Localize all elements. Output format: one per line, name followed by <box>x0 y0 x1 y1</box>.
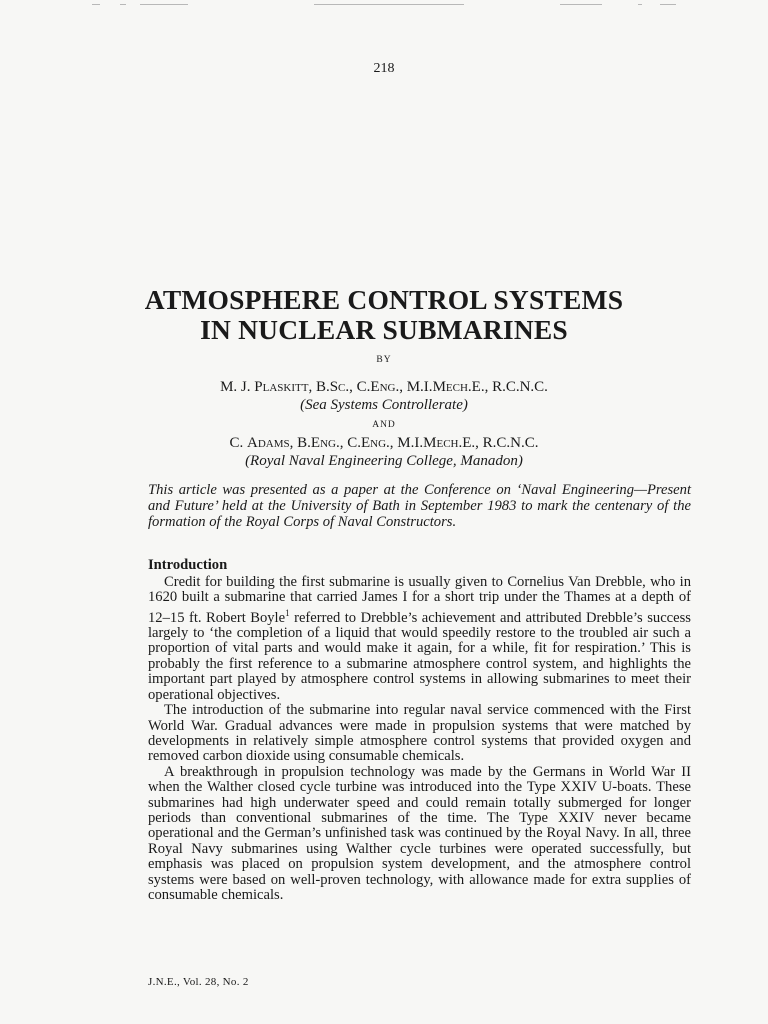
article-title <box>0 285 768 345</box>
author-2-eng-prefix: , C. <box>339 435 361 451</box>
paragraph-1-text-a: Credit for building the first submarine is usually given to Cornelius Van Drebble, who in 1620 built a submarine that carried James I for a short trip under the Thames at a depth of 12–15 ft. Robert Boyle <box>148 574 691 626</box>
author-1-eng: Eng. <box>370 379 400 395</box>
author-2-affiliation: (Royal Naval Engineering College, Manadon) <box>245 453 523 469</box>
scan-edge-mark <box>140 4 188 5</box>
paragraph-1 <box>148 575 691 703</box>
author-1-mech: Mech. <box>432 379 472 395</box>
author-2-degree-prefix: , B. <box>289 435 311 451</box>
body-text <box>148 575 691 903</box>
journal-footer: J.N.E., Vol. 28, No. 2 <box>148 976 249 988</box>
author-2-mech: Mech. <box>423 435 463 451</box>
page-number: 218 <box>373 61 395 76</box>
author-1-suffix: E., R.C.N.C. <box>471 379 548 395</box>
author-2-mech-prefix: , M.I. <box>389 435 424 451</box>
author-2-eng: Eng. <box>360 435 390 451</box>
scan-edge-mark <box>120 4 126 5</box>
scan-edge-mark <box>638 4 642 5</box>
author-2-suffix: E., R.C.N.C. <box>462 435 539 451</box>
paragraph-3: A breakthrough in propulsion technology was made by the Germans in World War II when the Walther closed cycle turbine was introduced into the Type XXIV U-boats. These submarines had high underwater speed and could remain totally submerged for longer periods than conventional submarines of the time. The Type XXIV never became operational and the German’s unfinished task was continued by the Royal Navy. In all, three Royal Navy submarines using Walther cycle turbines were operated successfully, but emphasis was placed on propulsion system development, and the atmosphere control systems were based on well-proven technology, with allowance made for extra supplies of consumable chemicals. <box>148 763 691 903</box>
author-2 <box>0 435 768 452</box>
citation-superscript: 1 <box>285 607 290 618</box>
paragraph-1-text-b: referred to Drebble’s achievement and attributed Drebble’s success largely to ‘the completion of a liquid that would speedily restore to the troubled air such a proportion of vital parts and would make it again, for a while, fit for respiration.’ This is probably the first reference to a submarine atmosphere control system, and highlights the important part played by atmosphere control systems in allowing submarines to meet their operational objectives. <box>148 609 691 703</box>
abstract: This article was presented as a paper at the Conference on ‘Naval Engineering—Present and Future’ held at the University of Bath in September 1983 to mark the centenary of the formation of the Royal Corps of Naval Constructors. <box>148 482 691 530</box>
title-line-1: ATMOSPHERE CONTROL SYSTEMS <box>144 284 624 315</box>
author-1 <box>0 379 768 396</box>
author-1-eng-prefix: , C. <box>349 379 371 395</box>
author-1-initials: M. J. <box>220 379 251 395</box>
author-1-degree: Sc. <box>329 379 350 395</box>
title-line-2: IN NUCLEAR SUBMARINES <box>200 314 568 345</box>
author-1-degree-prefix: , B. <box>308 379 330 395</box>
author-2-initials: C. <box>229 435 244 451</box>
section-heading: Introduction <box>148 557 228 573</box>
scan-edge-mark <box>660 4 676 5</box>
by-label: BY <box>376 355 392 365</box>
scan-edge-mark <box>314 4 464 5</box>
and-label: AND <box>372 420 396 430</box>
paragraph-2: The introduction of the submarine into regular naval service commenced with the First World War. Gradual advances were made in propulsion systems that were matched by developments in relatively simple atmosphere control systems that provided oxygen and removed carbon dioxide using consumable chemicals. <box>148 702 691 765</box>
author-1-affiliation: (Sea Systems Controllerate) <box>300 397 468 413</box>
author-2-degree: Eng. <box>310 435 340 451</box>
author-1-surname: Plaskitt <box>254 379 309 395</box>
scan-edge-mark <box>92 4 100 5</box>
author-1-mech-prefix: , M.I. <box>399 379 433 395</box>
author-2-surname: Adams <box>247 435 290 451</box>
scan-edge-mark <box>560 4 602 5</box>
